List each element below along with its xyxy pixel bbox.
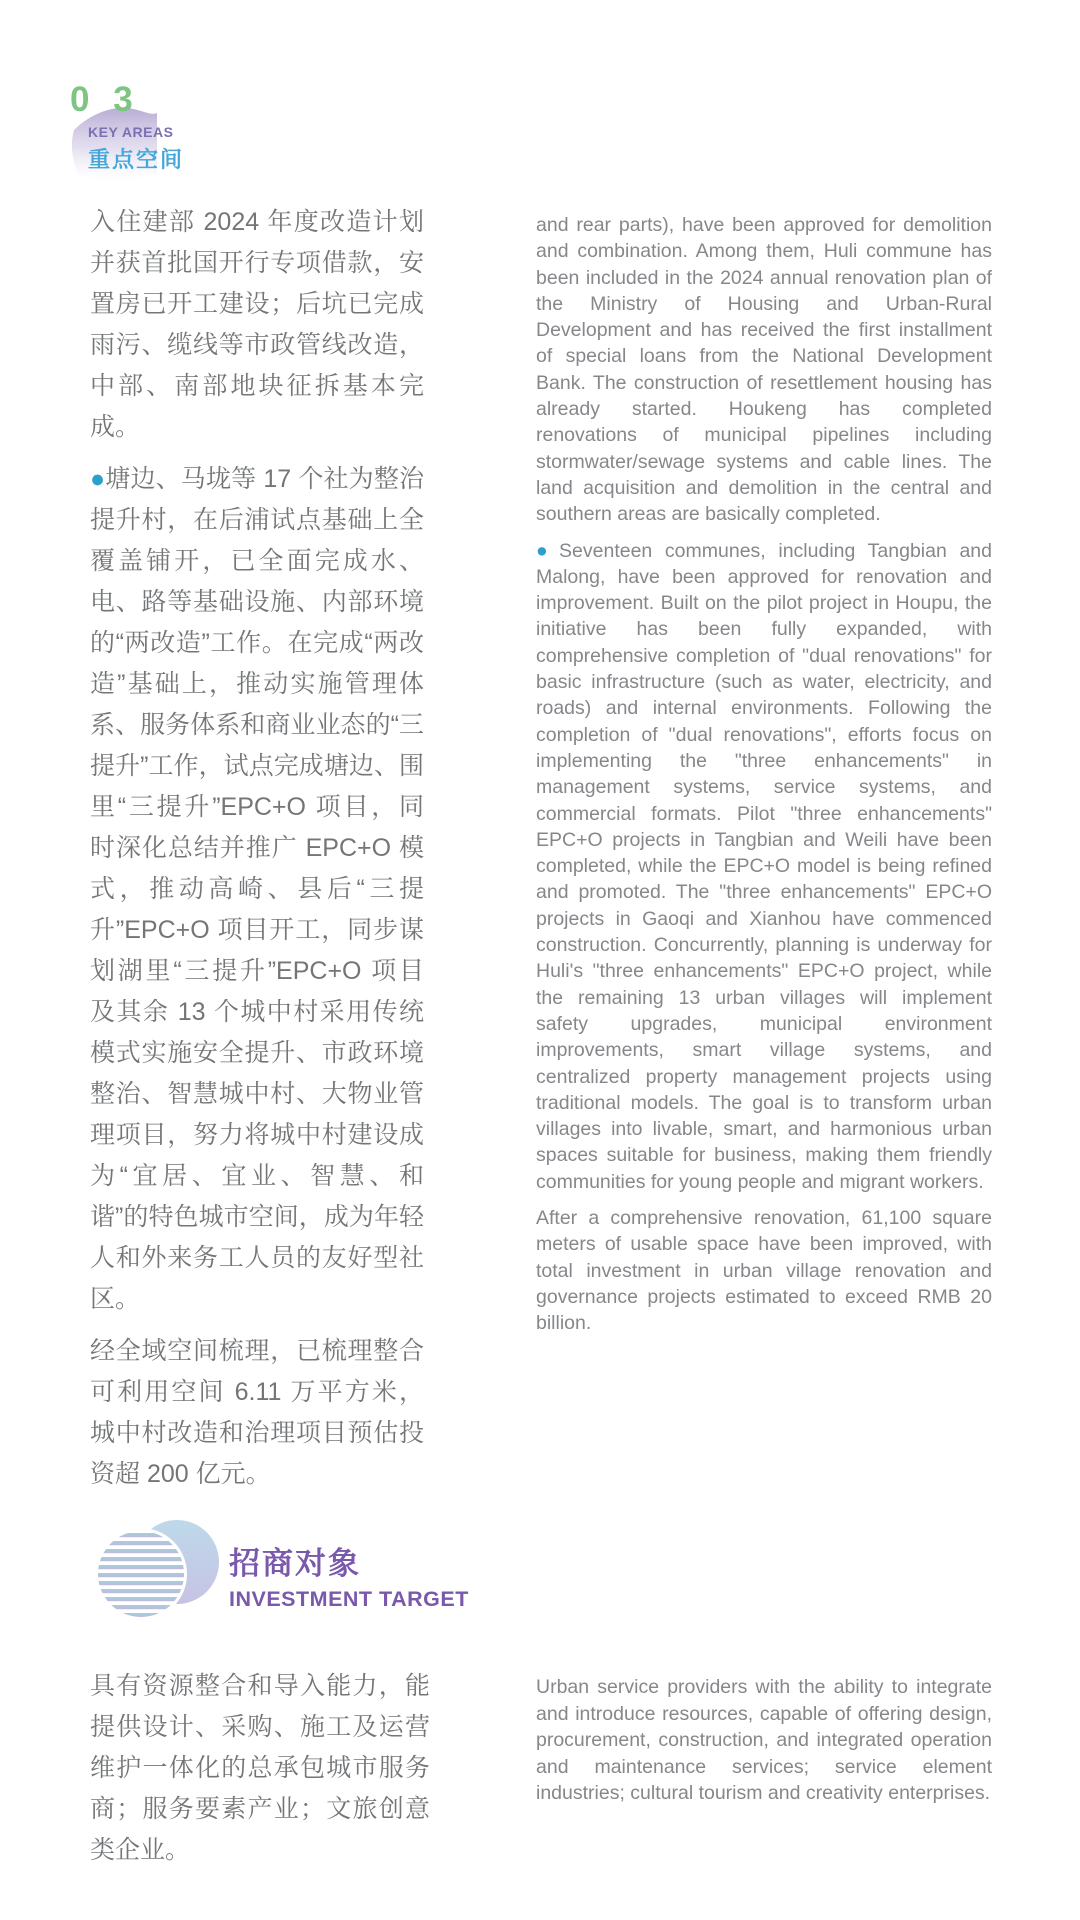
- investment-target-text-zh: [90, 1666, 430, 1871]
- paragraph-bottom-en: Urban service providers with the ability to integrate and introduce resources, capable of offering design, procurement, construction, and integrated operation and maintenance services; service element industries; cultural tourism and creativity enterprises.: [536, 1676, 992, 1805]
- chinese-text-column: [90, 202, 424, 1506]
- bullet-icon: ●: [90, 465, 106, 493]
- paragraph-en-2: ● Seventeen communes, including Tangbian and Malong, have been approved for renovation and improvement. Built on the pilot project in Houpu, the initiative has been fully expanded, with comprehensive completion of "dual renovations" for basic infrastructure (such as water, electricity, and roads) and internal environments. Following the completion of "dual renovations", efforts focus on implementing the "three enhancements" in management systems, service systems, and commercial formats. Pilot "three enhancements" EPC+O projects in Tangbian and Weili have been completed, while the EPC+O model is being refined and promoted. The "three enhancements" EPC+O projects in Gaoqi and Xianhou have commenced construction. Concurrently, planning is underway for Huli's "three enhancements" EPC+O project, while the remaining 13 urban villages will implement safety upgrades, municipal environment improvements, smart village systems, and centralized property management projects using traditional models. The goal is to transform urban villages into livable, smart, and harmonious urban spaces suitable for business, making them friendly communities for young people and migrant workers.: [536, 539, 992, 1193]
- paragraph-zh-3: 经全域空间梳理，已梳理整合可利用空间 6.11 万平方米，城中村改造和治理项目预估投资超 200 亿元。: [90, 1337, 424, 1488]
- paragraph-zh-1: 入住建部 2024 年度改造计划并获首批国开行专项借款，安置房已开工建设；后坑已完成雨污、缆线等市政管线改造，中部、南部地块征拆基本完成。: [90, 208, 424, 441]
- chapter-number: 0 3: [70, 80, 140, 119]
- chapter-header: [66, 80, 266, 190]
- paragraph-bottom-zh: 具有资源整合和导入能力，能提供设计、采购、施工及运营维护一体化的总承包城市服务商；服务要素产业；文旅创意类企业。: [90, 1672, 430, 1864]
- paragraph-zh-2: ●塘边、马垅等 17 个社为整治提升村，在后浦试点基础上全覆盖铺开，已全面完成水、电、路等基础设施、内部环境的“两改造”工作。在完成“两改造”基础上，推动实施管理体系、服务体系和商业业态的“三提升”工作，试点完成塘边、围里“三提升”EPC+O 项目，同时深化总结并推广 EPC+O 模式，推动高崎、县后“三提升”EPC+O 项目开工，同步谋划湖里“三提升”EPC+O 项目及其余 13 个城中村采用传统模式实施安全提升、市政环境整治、智慧城中村、大物业管理项目，努力将城中村建设成为“宜居、宜业、智慧、和谐”的特色城市空间，成为年轻人和外来务工人员的友好型社区。: [90, 465, 425, 1313]
- paragraph-en-1: and rear parts), have been approved for demolition and combination. Among them, Huli commune has been included in the 2024 annual renovation plan of the Ministry of Housing and Urban-Rural Development and has received the first installment of special loans from the National Development Bank. The construction of resettlement housing has already started. Houkeng has completed renovations of municipal pipelines including stormwater/sewage systems and cable lines. The land acquisition and demolition in the central and southern areas are basically completed.: [536, 214, 992, 526]
- chapter-subtitle-en: KEY AREAS: [88, 124, 174, 140]
- paragraph-en-3: After a comprehensive renovation, 61,100 square meters of usable space have been improved, with total investment in urban village renovation and governance projects estimated to exceed RMB 20 billion.: [536, 1206, 992, 1335]
- investment-title-zh: 招商对象: [229, 1546, 361, 1581]
- chapter-subtitle-zh: 重点空间: [88, 147, 185, 172]
- english-text-column: [536, 212, 992, 1346]
- investment-target-heading: [95, 1518, 469, 1626]
- investment-title-en: INVESTMENT TARGET: [229, 1587, 469, 1611]
- bullet-icon: ●: [536, 539, 556, 562]
- investment-target-text-en: [536, 1674, 992, 1807]
- globe-circles-icon: [95, 1518, 221, 1626]
